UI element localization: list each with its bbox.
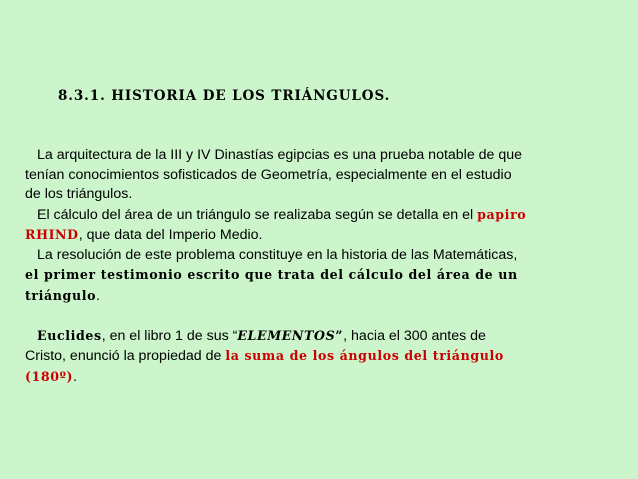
paragraph-2-text-end: , que data del Imperio Medio. <box>78 227 263 243</box>
paragraph-4-period: . <box>73 368 78 385</box>
paragraph-4-line-2 <box>25 346 625 367</box>
paragraph-4-text-c: Cristo, enunció la propiedad de <box>25 348 226 364</box>
paragraph-4-text-b: , hacia el 300 antes de <box>343 327 486 344</box>
paragraph-3-line-2 <box>25 265 625 286</box>
euclides-emphasis: Euclides <box>37 327 102 343</box>
paragraph-4-line-3 <box>25 367 625 388</box>
closing-quote: ” <box>335 327 344 343</box>
slide-title: 8.3.1. HISTORIA DE LOS TRIÁNGULOS. <box>58 88 391 104</box>
paragraph-2-line-1 <box>25 205 625 226</box>
slide-body <box>25 146 625 387</box>
triangle-emphasis: triángulo <box>25 287 97 303</box>
degrees-highlight: (180º) <box>25 368 74 384</box>
rhind-highlight: RHIND <box>25 227 79 242</box>
paragraph-2-text: El cálculo del área de un triángulo se realizaba según se detalla en el <box>37 206 478 223</box>
paragraph-2-line-2 <box>25 225 625 246</box>
first-testimony-emphasis: el primer testimonio escrito que trata del cálculo del área de un <box>25 267 518 282</box>
paragraph-1-line-2: tenían conocimientos sofisticados de Geometría, especialmente en el estudio <box>25 166 512 183</box>
paragraph-4-line-1 <box>25 326 625 347</box>
paragraph-3-line-1: La resolución de este problema constituye en la historia de las Matemáticas, <box>37 246 518 263</box>
elementos-emphasis: ELEMENTOS <box>237 327 336 343</box>
paragraph-3-line-3 <box>25 286 625 307</box>
paragraph-4-text-a: , en el libro 1 de sus “ <box>101 327 238 344</box>
paragraph-1-line-3: de los triángulos. <box>25 186 133 202</box>
angle-sum-highlight: la suma de los ángulos del triángulo <box>225 348 504 363</box>
papiro-highlight: papiro <box>477 206 527 222</box>
paragraph-3-period: . <box>96 287 101 304</box>
paragraph-1-line-1: La arquitectura de la III y IV Dinastías egipcias es una prueba notable de que <box>37 147 523 163</box>
